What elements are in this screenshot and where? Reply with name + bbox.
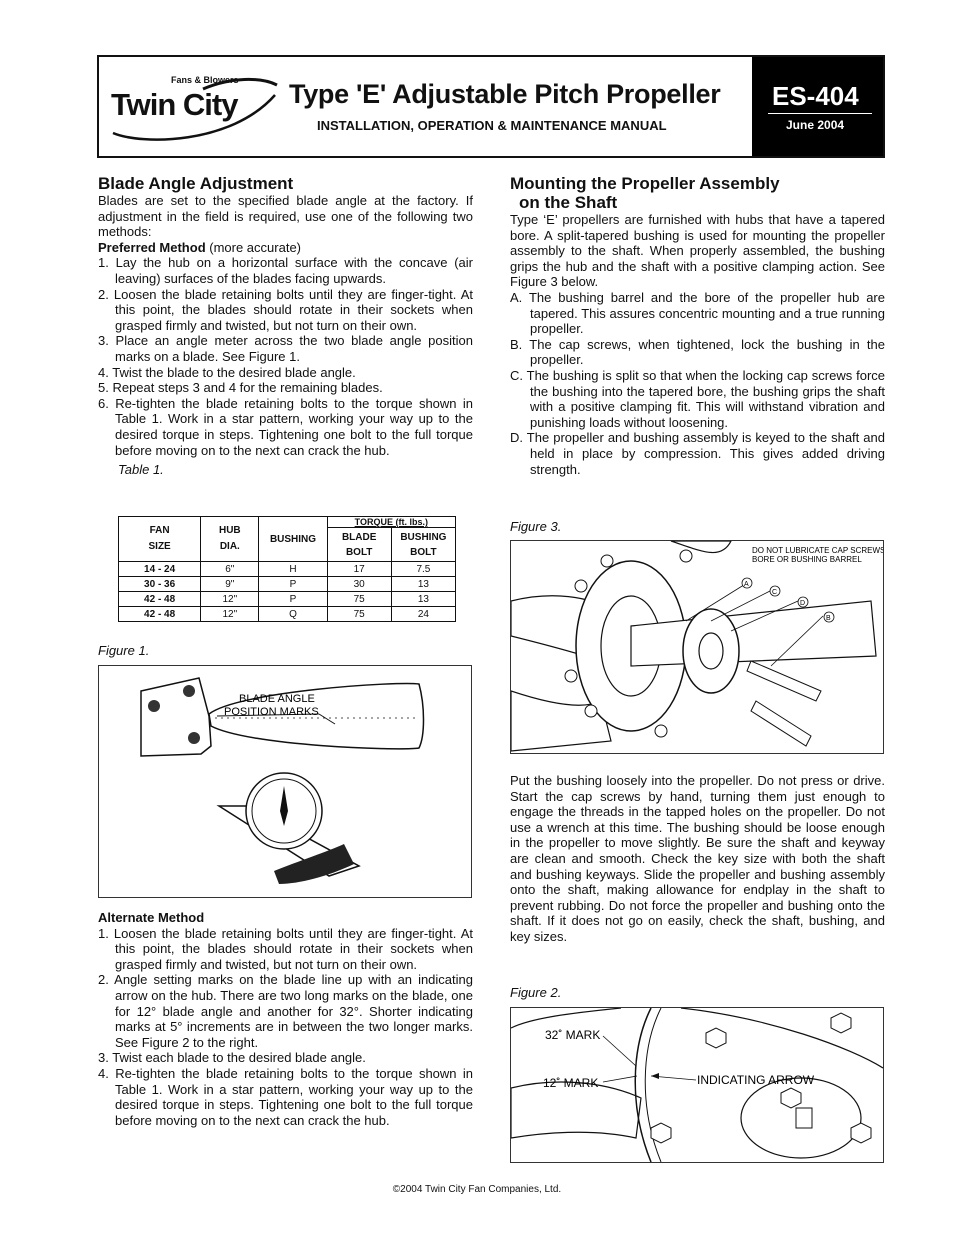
header-bolt: BOLT: [345, 546, 373, 558]
mark-32-label: 32˚ MARK: [545, 1028, 601, 1042]
install-paragraph: Put the bushing loosely into the propeller. Do not press or drive. Start the cap screws by hand, turning them just enough to engage the threads in the tapped holes on the propeller. Do not use a wrench at this time. The bushing should be loose enough in the propeller to move slightly. Be sure the shaft and keyway are clean and smooth. Check the key size with both the shaft and bushing keyways. Slide the propeller and bushing assembly onto the shaft, making allowance for endplay in the shaft to prevent rubbing. Do not force the propeller and bushing onto the shaft. If it does not go on easily, check the shaft, bushing, and key sizes.: [510, 773, 885, 944]
mounting-intro: Type ‘E’ propellers are furnished with hubs that have a tapered bore. A split-tapered bushing is used for mounting the propeller assembly to the shaft. When properly assembled, the bushing grips the hub and the shaft with a positive clamping action. See Figure 3 below.: [510, 212, 885, 290]
mounting-items-list: [510, 290, 885, 477]
cell-bushing-bolt: 13: [391, 592, 455, 607]
header-fan: FAN: [149, 525, 170, 536]
callout-a: A: [744, 581, 749, 588]
logo-wordmark: Twin City: [111, 87, 238, 122]
left-column: [98, 174, 473, 478]
callout-c: C: [772, 589, 778, 596]
preferred-method-line: [98, 240, 473, 256]
mark-12-label: 12˚ MARK: [543, 1076, 599, 1090]
table1-caption: Table 1.: [118, 462, 164, 478]
list-item: C. The bushing is split so that when the locking cap screws force the bushing into the tapered bore, the bushing grips the shaft with a positive clamping fit. This will withstand vibration and punishing loads without loosening.: [510, 367, 885, 430]
list-item: 4. Re-tighten the blade retaining bolts to the torque shown in Table 1. Work in a star pattern, working your way up to the desired torque in steps. Tightening one bolt to the full torque before moving on to the next can crack the hub.: [98, 1065, 473, 1128]
figure2-indicating-arrow-diagram: [510, 1007, 884, 1163]
list-item: 2. Angle setting marks on the blade line up with an indicating arrow on the hub. There are two long marks on the blade, one for 12° blade angle and another for 32°. Shorter indicating marks at 5° increments are in between the two longer marks. See Figure 2 to the right.: [98, 972, 473, 1050]
cell-hub-dia: 6": [201, 562, 259, 577]
torque-table: [118, 516, 456, 622]
cell-blade-bolt: 30: [327, 577, 391, 592]
figure3-note-line1: DO NOT LUBRICATE CAP SCREWS,: [752, 546, 883, 555]
blade-angle-heading: Blade Angle Adjustment: [98, 174, 294, 193]
list-item: 3. Twist each blade to the desired blade angle.: [98, 1050, 366, 1066]
table-row: [119, 607, 456, 622]
logo-tagline: Fans & Blowers: [171, 75, 239, 85]
cell-hub-dia: 9": [201, 577, 259, 592]
col-header-bushing: BUSHING: [259, 517, 327, 562]
header-size: SIZE: [148, 541, 171, 552]
figure3-hub-assembly-diagram: [510, 540, 884, 754]
figure1-caption: Figure 1.: [98, 643, 150, 658]
figure1-label-1: BLADE ANGLE: [239, 693, 315, 705]
cell-bushing-bolt: 7.5: [391, 562, 455, 577]
cell-blade-bolt: 75: [327, 592, 391, 607]
document-title: Type 'E' Adjustable Pitch Propeller: [289, 79, 721, 109]
col-header-fan-size: [119, 517, 201, 562]
list-item: 4. Twist the blade to the desired blade angle.: [98, 364, 356, 380]
table-row: [119, 592, 456, 607]
col-header-torque: TORQUE (ft. lbs.): [327, 517, 455, 528]
alternate-method-label: Alternate Method: [98, 910, 205, 925]
right-column: [510, 174, 885, 477]
header-bushing2: BUSHING: [400, 531, 447, 543]
copyright-footer: ©2004 Twin City Fan Companies, Ltd.: [392, 1184, 562, 1195]
list-item: 1. Lay the hub on a horizontal surface with the concave (air leaving) surfaces of the blades facing upwards.: [98, 255, 473, 286]
twin-city-logo: [111, 71, 281, 151]
callout-d: D: [800, 600, 806, 607]
figure3-caption: Figure 3.: [510, 519, 562, 534]
doc-number: ES-404: [772, 81, 859, 111]
cell-hub-dia: 12": [201, 607, 259, 622]
header-hub: HUB: [218, 525, 241, 536]
list-item: 1. Loosen the blade retaining bolts until they are finger-tight. At this point, the blades should rotate in their sockets when grasped firmly and twisted, but not turn on their own.: [98, 925, 473, 972]
preferred-method-label: Preferred Method: [98, 239, 206, 255]
mounting-heading-line1: Mounting the Propeller Assembly: [510, 174, 780, 193]
doc-date: June 2004: [786, 118, 845, 132]
cell-fan-size: 42 - 48: [119, 607, 201, 622]
alternate-method-section: [98, 910, 473, 1128]
preferred-method-note: (more accurate): [205, 239, 302, 255]
table-row: [119, 577, 456, 592]
header-title-area: [99, 57, 752, 156]
col-header-blade-bolt: [327, 528, 391, 562]
indicating-arrow-illustration: [511, 1008, 883, 1162]
figure3-note-line2: BORE OR BUSHING BARREL: [752, 555, 862, 564]
hub-assembly-illustration: [511, 541, 883, 753]
cell-blade-bolt: 75: [327, 607, 391, 622]
col-header-hub-dia: [201, 517, 259, 562]
cell-bushing: H: [259, 562, 327, 577]
cell-bushing: P: [259, 577, 327, 592]
callout-b: B: [826, 615, 831, 622]
list-item: A. The bushing barrel and the bore of the propeller hub are tapered. This assures concentric mounting and a true running propeller.: [510, 289, 885, 337]
cell-fan-size: 30 - 36: [119, 577, 201, 592]
preferred-steps-list: [98, 255, 473, 458]
figure1-label-2: POSITION MARKS: [224, 706, 319, 718]
cell-bushing: Q: [259, 607, 327, 622]
cell-bushing-bolt: 13: [391, 577, 455, 592]
list-item: 2. Loosen the blade retaining bolts until they are finger-tight. At this point, the blades should rotate in their sockets when grasped firmly and twisted, but not turn on their own.: [98, 286, 473, 333]
list-item: D. The propeller and bushing assembly is keyed to the shaft and held in place by compression. This gives added driving strength.: [510, 430, 885, 477]
doc-number-panel: [752, 57, 883, 156]
figure1-blade-angle-diagram: [98, 665, 472, 898]
header-bolt2: BOLT: [410, 546, 437, 558]
indicating-arrow-label: INDICATING ARROW: [697, 1073, 815, 1087]
list-item: 3. Place an angle meter across the two blade angle position marks on a blade. See Figure 1.: [98, 333, 473, 364]
figure2-caption: Figure 2.: [510, 985, 562, 1000]
blade-angle-illustration: [99, 666, 471, 897]
cell-bushing: P: [259, 592, 327, 607]
list-item: 5. Repeat steps 3 and 4 for the remaining blades.: [98, 380, 383, 396]
list-item: 6. Re-tighten the blade retaining bolts to the torque shown in Table 1. Work in a star pattern, working your way up to the desired torque in steps. Tightening one bolt to the full torque before moving on to the next can crack the hub.: [98, 395, 473, 458]
doc-number-divider: [768, 113, 872, 114]
header-blade: BLADE: [341, 531, 377, 543]
mounting-heading-line2: on the Shaft: [519, 193, 618, 212]
cell-blade-bolt: 17: [327, 562, 391, 577]
list-item: B. The cap screws, when tightened, lock the bushing in the propeller.: [510, 336, 885, 368]
document-header: [97, 55, 885, 158]
alternate-steps-list: [98, 926, 473, 1129]
header-dia: DIA.: [219, 541, 240, 552]
install-paragraph-wrap: [510, 773, 885, 945]
blade-angle-intro: Blades are set to the specified blade angle at the factory. If adjustment in the field is required, use one of the following two methods:: [98, 193, 473, 240]
cell-hub-dia: 12": [201, 592, 259, 607]
col-header-bushing-bolt: [391, 528, 455, 562]
cell-fan-size: 14 - 24: [119, 562, 201, 577]
mounting-heading: [510, 174, 885, 212]
cell-fan-size: 42 - 48: [119, 592, 201, 607]
table-row: [119, 562, 456, 577]
document-subtitle: INSTALLATION, OPERATION & MAINTENANCE MANUAL: [317, 118, 667, 133]
cell-bushing-bolt: 24: [391, 607, 455, 622]
